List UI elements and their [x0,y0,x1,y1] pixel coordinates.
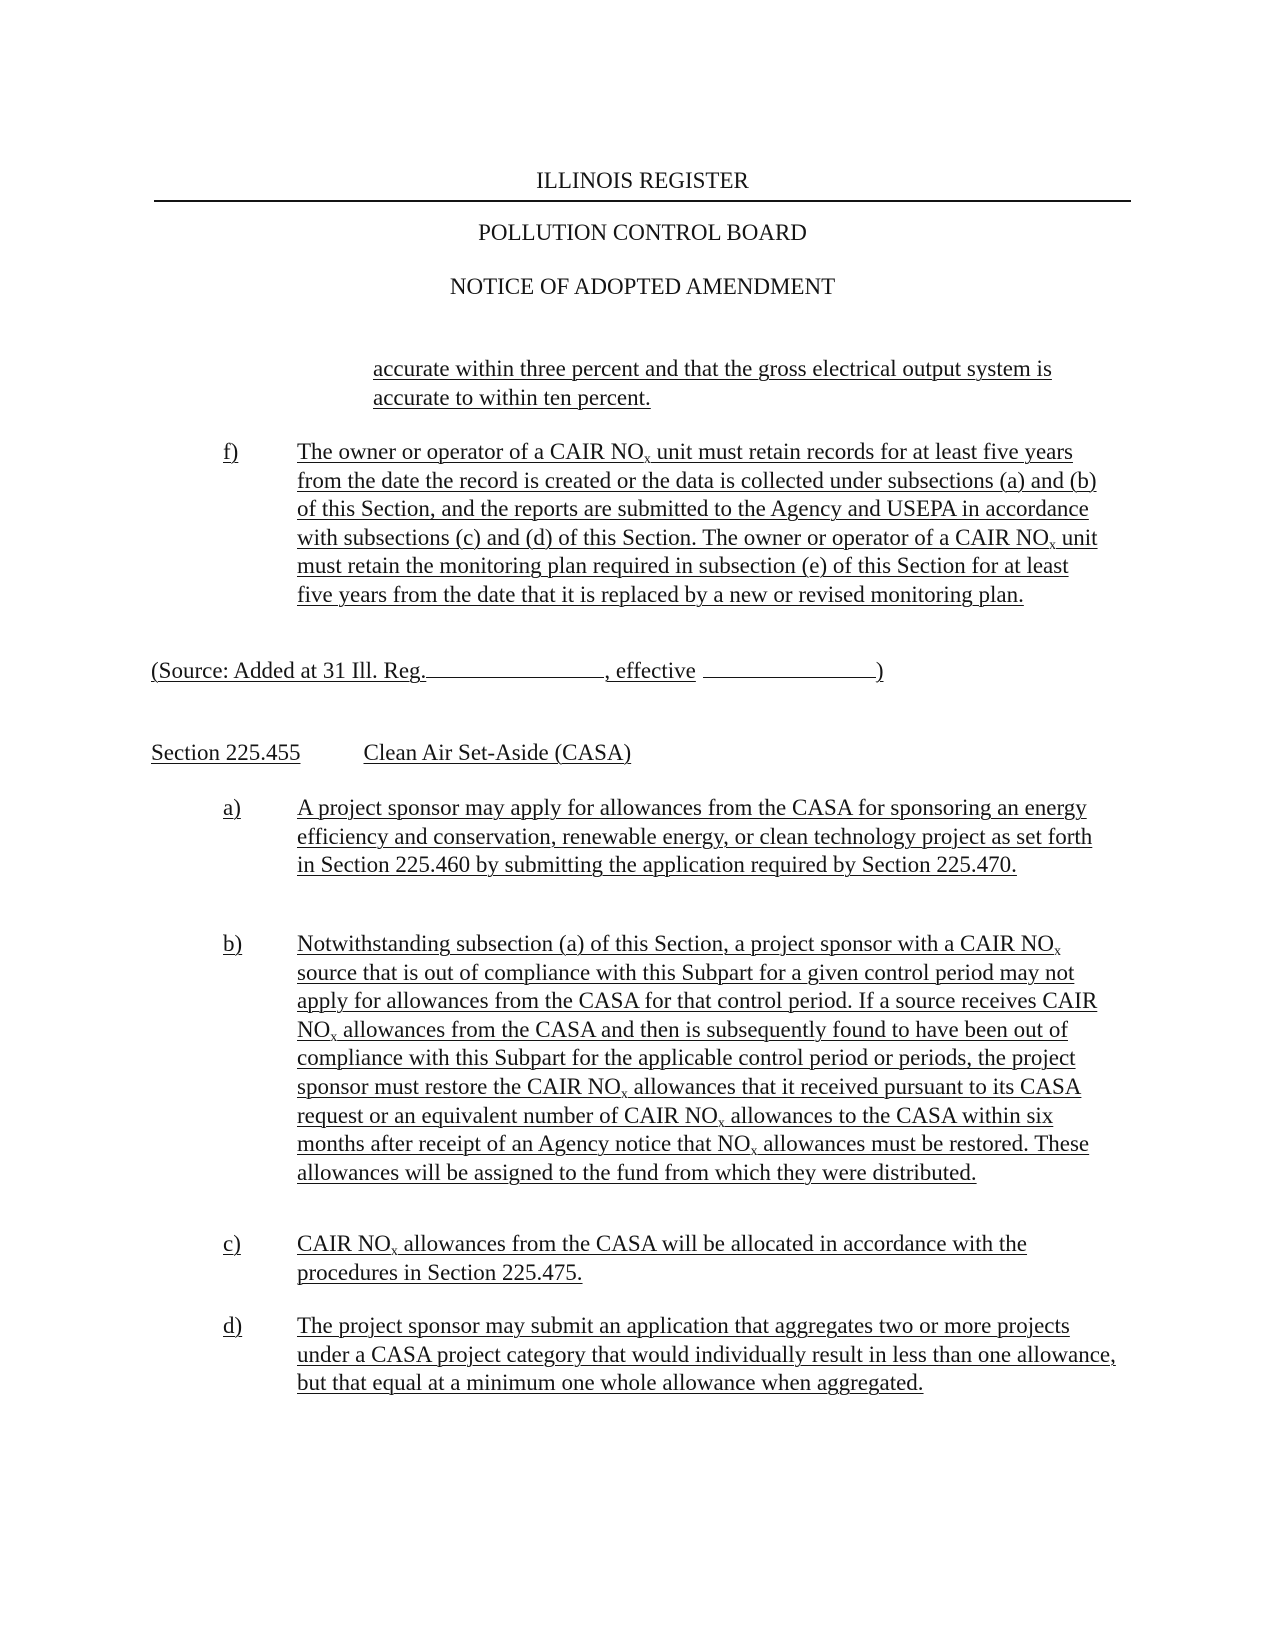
subsection-c-text: CAIR $NO_x$ allowances from the CASA will be allocated in accordance with the procedures in Section 225.475. [297,1231,1028,1285]
board-name: POLLUTION CONTROL BOARD [478,220,807,245]
continuation-text [373,355,1133,412]
subsection-f-text: The owner or operator of a CAIR $NO_x$ unit must retain records for at least five years from the date the record is created or the data is collected under subsections (a) and (b) of this Section, and the reports are submitted to the Agency and USEPA in accordance with subsections (c) and (d) of this Section. The owner or operator of a CAIR $NO_x$ unit must retain the monitoring plan required in subsection (e) of this Section for at least five years from the date that it is replaced by a new or revised monitoring plan. [297,439,1098,607]
subsection-c-label: c) [223,1231,241,1256]
subsection-b-text: Notwithstanding subsection (a) of this Section, a project sponsor with a CAIR $NO_x$ source that is out of compliance with this Subpart for a given control period may not apply for allowances from the CASA for that control period. If a source receives CAIR $NO_x$ allowances from the CASA and then is subsequently found to have been out of compliance with this Subpart for the applicable control period or periods, the project sponsor must restore the CAIR $NO_x$ allowances that it received pursuant to its CASA request or an equivalent number of CAIR $NO_x$ allowances to the CASA within six months after receipt of an Agency notice that $NO_x$ allowances must be restored. These allowances will be assigned to the fund from which they were distributed. [297,931,1098,1185]
notice-title: NOTICE OF ADOPTED AMENDMENT [449,274,836,299]
subsection-a-label: a) [223,795,241,820]
subsection-f-label: f) [223,439,239,464]
section-title: Clean Air Set-Aside (CASA) [363,740,632,765]
section-heading [151,739,631,768]
subsection-b-label: b) [223,931,243,956]
subsection-d-text: The project sponsor may submit an application that aggregates two or more projects under a CASA project category that would individually result in less than one allowance, but that equal at a minimum one whole allowance when aggregated. [297,1313,1116,1396]
subsection-d-label: d) [223,1313,243,1338]
reg-blank [426,676,604,678]
source-note: (Source: Added at 31 Ill. Reg. , effective ) [151,658,884,683]
effective-blank [703,676,876,678]
register-title: ILLINOIS REGISTER [154,166,1131,202]
subsection-a-text: A project sponsor may apply for allowances from the CASA for sponsoring an energy efficiency and conservation, renewable energy, or clean technology project as set forth in Section 225.460 by submitting the application required by Section 225.470. [297,795,1093,878]
continuation-line-1: accurate within three percent and that the gross electrical output system is [373,356,1052,381]
section-number: Section 225.455 [151,740,301,765]
continuation-line-2: accurate to within ten percent. [373,384,651,410]
